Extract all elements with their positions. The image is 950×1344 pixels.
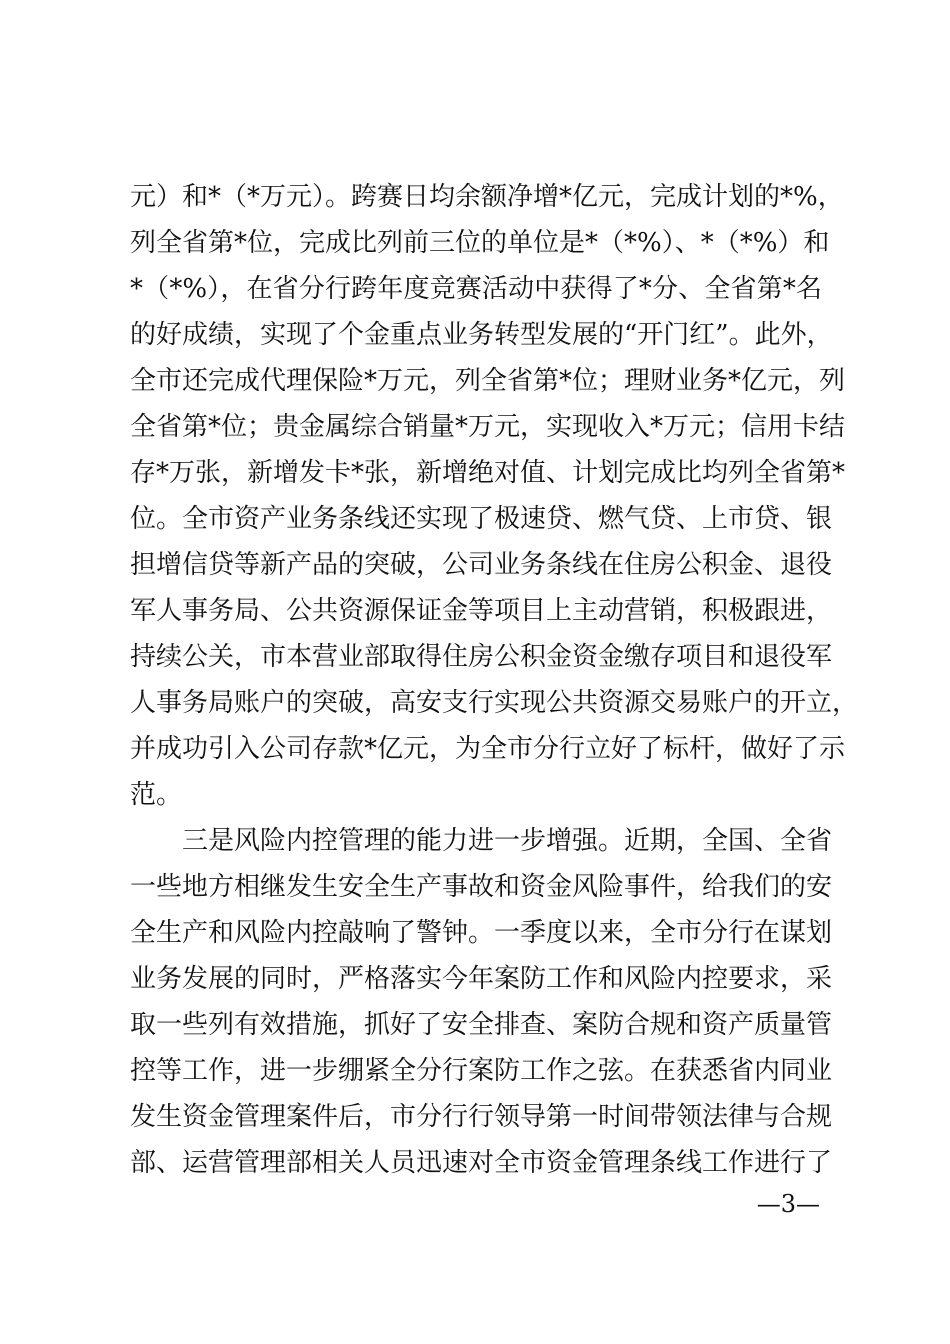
paragraph-1-line: 位。全市资产业务条线还实现了极速贷、燃气贷、上市贷、银 xyxy=(130,504,833,534)
paragraph-2-line: 取一些列有效措施，抓好了安全排查、案防合规和资产质量管 xyxy=(130,1010,833,1040)
paragraph-2-line: 全生产和风险内控敲响了警钟。一季度以来，全市分行在谋划 xyxy=(130,918,833,948)
paragraph-1-line: 全市还完成代理保险*万元，列全省第*位；理财业务*亿元，列 xyxy=(130,366,846,396)
paragraph-1-line: 并成功引入公司存款*亿元，为全市分行立好了标杆，做好了示 xyxy=(130,734,846,764)
paragraph-1-line: 列全省第*位，完成比列前三位的单位是*（*%）、*（*%）和 xyxy=(130,228,830,258)
paragraph-1-line: 存*万张，新增发卡*张，新增绝对值、计划完成比均列全省第* xyxy=(130,458,846,488)
paragraph-1-line: 担增信贷等新产品的突破，公司业务条线在住房公积金、退役 xyxy=(130,550,833,580)
paragraph-2-line: 一些地方相继发生安全生产事故和资金风险事件，给我们的安 xyxy=(130,872,833,902)
paragraph-2-line: 三是风险内控管理的能力进一步增强。近期，全国、全省 xyxy=(182,826,833,856)
paragraph-1-line: 持续公关，市本营业部取得住房公积金资金缴存项目和退役军 xyxy=(130,642,833,672)
paragraph-1-line: 范。 xyxy=(130,780,183,810)
paragraph-2-line: 发生资金管理案件后，市分行行领导第一时间带领法律与合规 xyxy=(130,1102,833,1132)
paragraph-1-line: 元）和*（*万元）。跨赛日均余额净增*亿元，完成计划的*%， xyxy=(130,182,844,212)
paragraph-2-line: 业务发展的同时，严格落实今年案防工作和风险内控要求，采 xyxy=(130,964,833,994)
paragraph-2-line: 部、运营管理部相关人员迅速对全市资金管理条线工作进行了 xyxy=(130,1148,833,1178)
paragraph-1-line: 的好成绩，实现了个金重点业务转型发展的“开门红”。此外， xyxy=(130,320,833,350)
paragraph-1-line: *（*%），在省分行跨年度竞赛活动中获得了*分、全省第*名 xyxy=(130,274,822,304)
page-number: —3— xyxy=(756,1190,820,1218)
paragraph-1-line: 人事务局账户的突破，高安支行实现公共资源交易账户的开立， xyxy=(130,688,859,718)
paragraph-2-line: 控等工作，进一步绷紧全分行案防工作之弦。在获悉省内同业 xyxy=(130,1056,833,1086)
paragraph-1-line: 全省第*位；贵金属综合销量*万元，实现收入*万元；信用卡结 xyxy=(130,412,846,442)
paragraph-1-line: 军人事务局、公共资源保证金等项目上主动营销，积极跟进， xyxy=(130,596,833,626)
